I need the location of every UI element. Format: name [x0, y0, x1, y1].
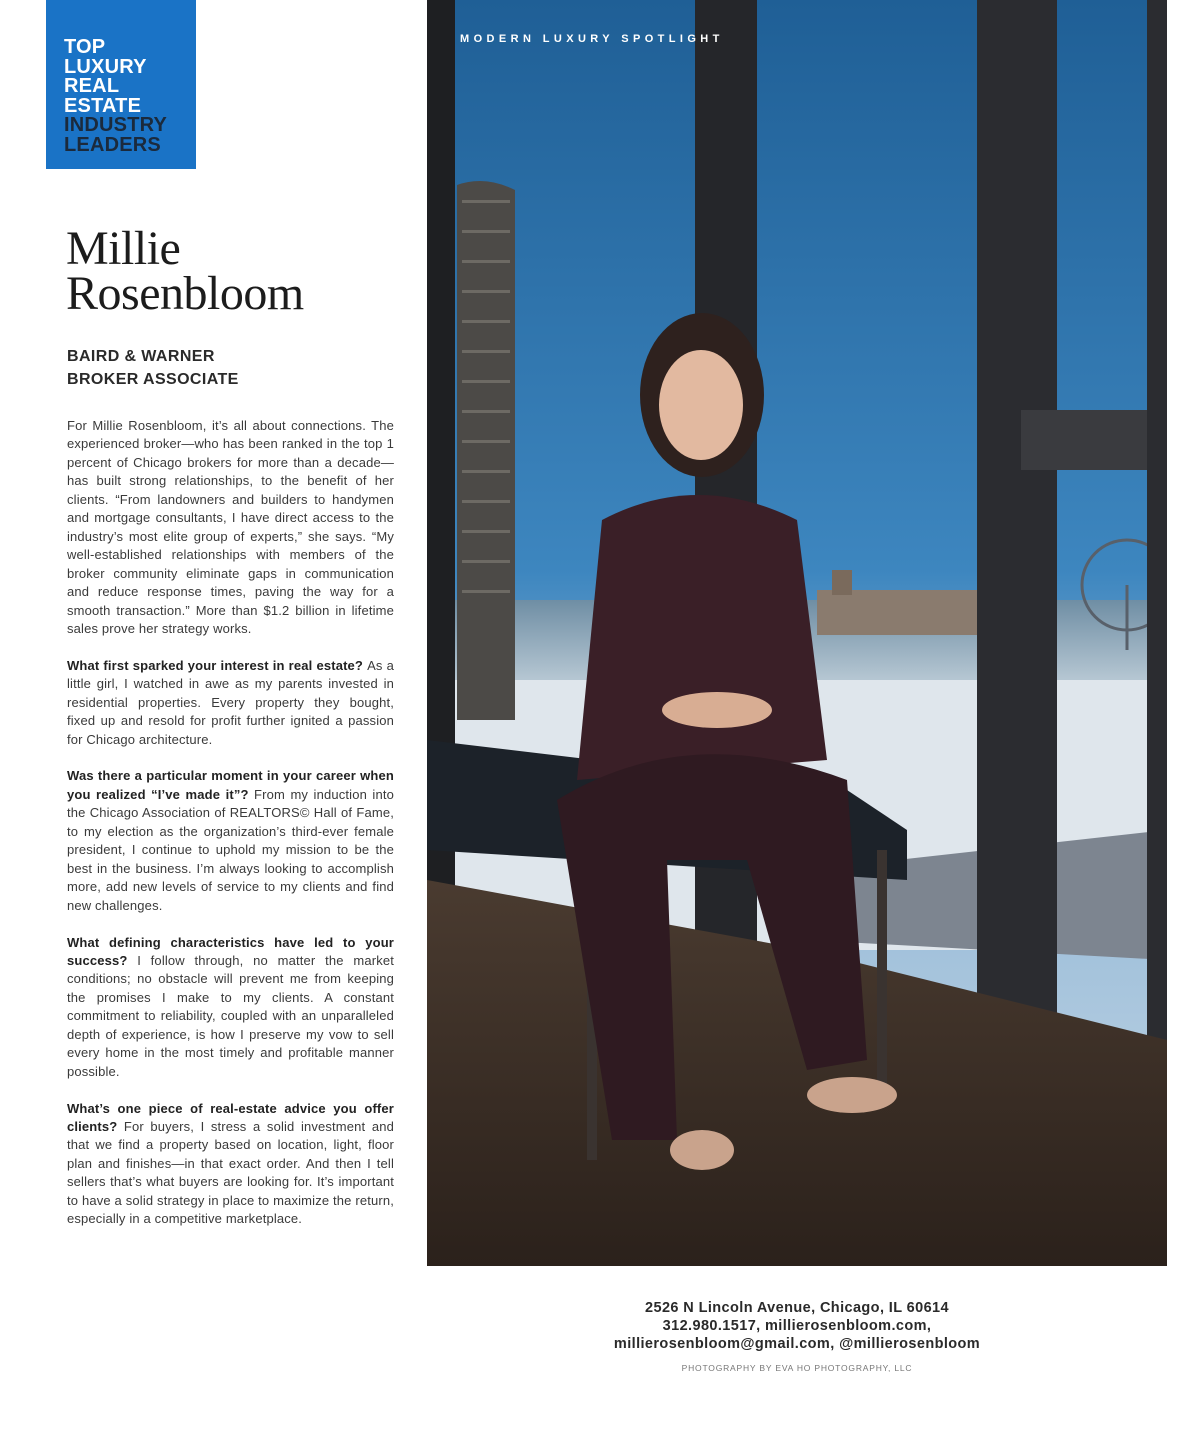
company-name: BAIRD & WARNER — [67, 348, 215, 365]
photo-credit: PHOTOGRAPHY BY EVA HO PHOTOGRAPHY, LLC — [681, 1363, 913, 1373]
badge-line: REAL — [64, 75, 120, 97]
qa-paragraph — [67, 657, 394, 749]
intro-paragraph: For Millie Rosenbloom, it’s all about connections. The experienced broker—who has been ranked in the top 1 percent of Chicago brokers for more than a decade—has built strong relationships, to the benefit of her clients. “From landowners and builders to handymen and mortgage consultants, I have direct access to the industry’s most elite group of experts,” she says. “My well-established relationships with members of the broker community eliminate gaps in communication and reduce response times, paving the way for a smooth transaction.” More than $1.2 billion in lifetime sales prove her strategy works. — [67, 418, 394, 636]
answer: As a little girl, I watched in awe as my parents invested in residential properties. Every property they bought, fixed up and resold for profit further ignited a passion for Chicago architecture. — [67, 657, 394, 747]
profile-name — [66, 222, 406, 320]
contact-phone-web: 312.980.1517, millierosenbloom.com, — [662, 1318, 932, 1334]
badge-line: ESTATE — [64, 94, 142, 117]
badge-line: LUXURY — [64, 55, 147, 78]
contact-block — [597, 1299, 997, 1353]
question: What first sparked your interest in real estate? — [67, 657, 368, 673]
qa-paragraph — [67, 934, 394, 1082]
answer: From my induction into the Chicago Association of REALTORS© Hall of Fame, to my election as the organization’s third-ever female president, I continue to uphold my mission to be the best in the business. I’m always looking to accomplish more, add new levels of service to my clients and find new challenges. — [67, 786, 394, 913]
answer: I follow through, no matter the market conditions; no obstacle will prevent me from keeping the promises I make to my clients. A constant commitment to reliability, coupled with an unparalleled depth of experience, is how I preserve my vow to sell every home in the most timely and profitable manner possible. — [67, 952, 394, 1079]
question: Was there a particular moment in your career when you realized “I’ve made it”? — [67, 768, 394, 802]
badge-line: INDUSTRY — [64, 114, 168, 136]
company-block — [67, 345, 239, 391]
first-name: Millie — [66, 222, 181, 275]
contact-address: 2526 N Lincoln Avenue, Chicago, IL 60614 — [645, 1300, 949, 1316]
contact-email-social: millierosenbloom@gmail.com, @millierosenbloom — [613, 1336, 981, 1352]
answer: For buyers, I stress a solid investment and that we find a property based on location, light, floor plan and finishes—in that exact order. And then I tell sellers that’s what buyers are looking for. It’s important to have a solid strategy in place to maximize the return, especially in a competitive marketplace. — [67, 1118, 394, 1227]
top-luxury-badge — [46, 0, 196, 169]
article-body — [67, 417, 394, 1247]
question: What defining characteristics have led to your success? — [67, 934, 394, 968]
badge-line: LEADERS — [64, 133, 161, 156]
badge-line: TOP — [64, 36, 106, 58]
qa-paragraph — [67, 1100, 394, 1229]
section-kicker: MODERN LUXURY SPOTLIGHT — [460, 33, 724, 45]
question: What’s one piece of real-estate advice you offer clients? — [67, 1100, 394, 1134]
last-name: Rosenbloom — [66, 267, 304, 320]
portrait-photo — [427, 0, 1167, 1266]
job-title: BROKER ASSOCIATE — [67, 371, 239, 388]
qa-paragraph — [67, 767, 394, 915]
